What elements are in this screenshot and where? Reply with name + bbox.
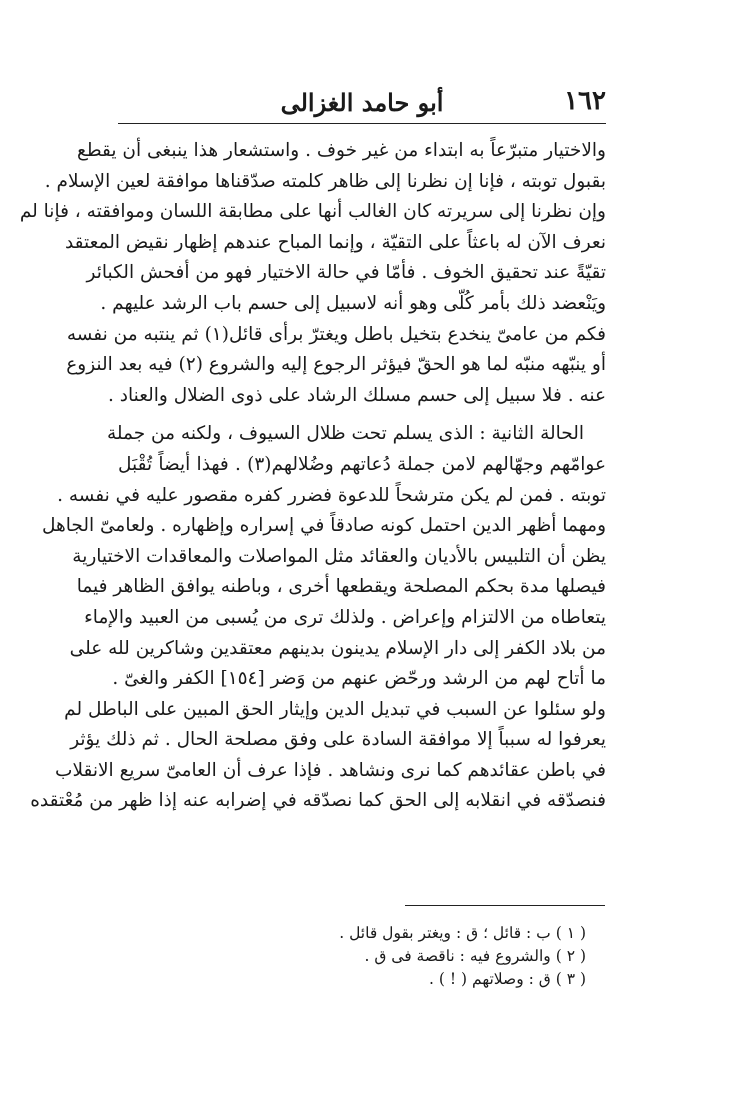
text-line: في باطن عقائدهم كما نرى ونشاهد . فإذا عرف أن العامىّ سريع الانقلاب	[55, 759, 606, 781]
text-line: من بلاد الكفر إلى دار الإسلام يدينون بدينهم معتقدين وشاكرين لله على	[69, 637, 606, 659]
text-line: يظن أن التلبيس بالأديان والعقائد مثل المواصلات والمعاقدات الاختيارية	[72, 545, 606, 567]
footnotes	[118, 922, 586, 991]
footnote: ( ٢ ) والشروع فيه : ناقصة فى ق .	[364, 947, 586, 965]
text-line: فنصدّقه في انقلابه إلى الحق كما نصدّقه في إضرابه عنه إذا ظهر من مُعْتقده	[30, 790, 606, 812]
body-text	[19, 136, 606, 817]
text-line: الحالة الثانية : الذى يسلم تحت ظلال السيوف ، ولكنه من جملة	[106, 423, 584, 445]
footnote: ( ٣ ) ق : وصلاتهم ( ! ) .	[429, 970, 586, 988]
footnote-rule	[405, 905, 605, 906]
text-line: ويَنْعضد ذلك بأمر كُلّى وهو أنه لاسبيل إلى حسم باب الرشد عليهم .	[100, 292, 606, 314]
text-line: بقبول توبته ، فإنا إن نظرنا إلى ظاهر كلمته صدّقناها موافقة لعين الإسلام .	[44, 170, 606, 192]
text-line: وإن نظرنا إلى سريرته كان الغالب أنها على مطابقة اللسان وموافقته ، فإنا لم	[19, 201, 606, 223]
text-line: فيصلها مدة بحكم المصلحة ويقطعها أخرى ، وباطنه يوافق الظاهر فيما	[76, 576, 606, 598]
text-line: نعرف الآن له باعثاً على التقيّة ، وإنما المباح عندهم إظهار نقيض المعتقد	[64, 231, 606, 253]
paragraph-gap	[118, 411, 606, 419]
text-line: فكم من عامىّ ينخدع بتخيل باطل ويغترّ برأى قائل(١) ثم ينتبه من نفسه	[66, 323, 606, 345]
text-line: توبته . فمن لم يكن مترشحاً للدعوة فضرر كفره مقصور عليه في نفسه .	[57, 484, 606, 506]
text-line: يعرفوا له سبباً إلا موافقة السادة على وفق مصلحة الحال . ثم ذلك يؤثر	[70, 729, 606, 751]
page-header	[118, 84, 606, 124]
text-line: والاختيار متبرّعاً به ابتداء من غير خوف . واستشعار هذا ينبغى أن يقطع	[77, 140, 606, 161]
text-line: ومهما أظهر الدين احتمل كونه صادقاً في إسراره وإظهاره . ولعامىّ الجاهل	[42, 515, 606, 537]
text-line: تقيّةً عند تحقيق الخوف . فأمّا في حالة الاختيار فهو من أفحش الكبائر	[86, 262, 606, 284]
text-line: عوامّهم وجهّالهم لامن جملة دُعاتهم وضُلالهم(٣) . فهذا أيضاً تُقْبَل	[118, 453, 606, 475]
text-line: ما أتاح لهم من الرشد ورحّض عنهم من وَضر [١٥٤] الكفر والغىّ .	[112, 668, 606, 690]
text-line: عنه . فلا سبيل إلى حسم مسلك الرشاد على ذوى الضلال والعناد .	[108, 384, 606, 406]
header-rule	[118, 123, 606, 124]
running-title: أبو حامد الغزالى	[280, 88, 444, 117]
footnote: ( ١ ) ب : قائل ؛ ق : ويغتر بقول قائل .	[339, 924, 586, 942]
text-line: أو ينبّهه منبّه لما هو الحقّ فيؤثر الرجوع إليه والشروع (٢) فيه بعد النزوع	[66, 354, 606, 376]
text-line: ولو سئلوا عن السبب في تبديل الدين وإيثار الحق المبين على الباطل لم	[64, 698, 606, 720]
page-number: ١٦٢	[564, 86, 606, 116]
text-line: يتعاطاه من الالتزام وإعراض . ولذلك ترى من يُسبى من العبيد والإماء	[84, 606, 606, 628]
